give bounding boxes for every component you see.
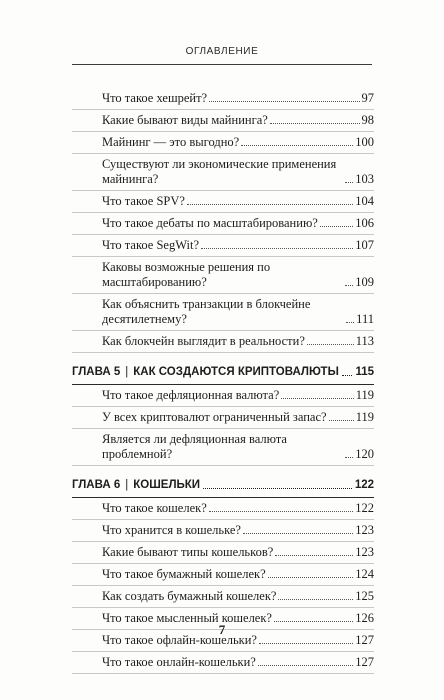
toc-entry[interactable] — [72, 88, 374, 110]
toc-entry-title: У всех криптовалют ограниченный запас? — [102, 410, 327, 424]
toc-entry-title: Что такое офлайн-кошельки? — [102, 633, 257, 647]
toc-entry-page: 122 — [355, 501, 374, 515]
toc-entry[interactable] — [72, 213, 374, 235]
toc-entry-title: Что такое SegWit? — [102, 238, 200, 252]
leader-dots — [346, 322, 354, 323]
toc-entry-title: Как объяснить транзакции в блокчейне десятилетнему? — [102, 297, 311, 326]
leader-dots — [259, 643, 353, 644]
toc-entry-title: Что такое SPV? — [102, 194, 185, 208]
toc-entry-title: Что такое кошелек? — [102, 501, 207, 515]
toc-entry-page: 106 — [355, 216, 374, 230]
leader-dots — [342, 375, 353, 376]
chapter-separator: | — [125, 479, 129, 491]
toc-entry-page: 98 — [361, 113, 374, 127]
toc-entry[interactable] — [72, 498, 374, 520]
toc-entry-page: 120 — [355, 447, 374, 461]
header-rule — [72, 64, 372, 65]
toc-entry[interactable] — [72, 542, 374, 564]
toc-entry-page: 127 — [355, 633, 374, 647]
leader-dots — [270, 123, 360, 124]
toc-entry-page: 111 — [356, 312, 374, 326]
table-of-contents — [72, 88, 374, 674]
toc-entry[interactable] — [72, 191, 374, 213]
toc-entry-title: Какие бывают виды майнинга? — [102, 113, 268, 127]
chapter-heading-5[interactable] — [72, 353, 374, 385]
leader-dots — [187, 204, 353, 205]
toc-entry-page: 119 — [355, 388, 374, 402]
toc-entry[interactable] — [72, 564, 374, 586]
leader-dots — [278, 599, 353, 600]
leader-dots — [320, 226, 353, 227]
toc-entry-page: 104 — [355, 194, 374, 208]
toc-entry-title: Что хранится в кошельке? — [102, 523, 241, 537]
toc-entry[interactable] — [72, 331, 374, 353]
toc-entry-title: Как блокчейн выглядит в реальности? — [102, 334, 305, 348]
toc-entry-title: Что такое онлайн-кошельки? — [102, 655, 256, 669]
toc-entry-title: Как создать бумажный кошелек? — [102, 589, 277, 603]
toc-entry-title: Что такое бумажный кошелек? — [102, 567, 266, 581]
toc-entry-title: Что такое дефляционная валюта? — [102, 388, 280, 402]
chapter-label: ГЛАВА 5 — [72, 366, 121, 378]
toc-entry-title: Майнинг — это выгодно? — [102, 135, 240, 149]
toc-entry-page: 113 — [355, 334, 374, 348]
toc-entry-title: Какие бывают типы кошельков? — [102, 545, 274, 559]
toc-entry-page: 126 — [355, 611, 374, 625]
toc-entry-title: Что такое дебаты по масштабированию? — [102, 216, 318, 230]
toc-entry-page: 124 — [355, 567, 374, 581]
toc-entry[interactable] — [72, 294, 374, 331]
leader-dots — [329, 420, 354, 421]
toc-entry-page: 119 — [355, 410, 374, 424]
running-title: ОГЛАВЛЕНИЕ — [185, 46, 259, 57]
toc-entry[interactable] — [72, 132, 374, 154]
chapter-separator: | — [125, 366, 129, 378]
toc-entry[interactable] — [72, 110, 374, 132]
page-number: 7 — [218, 622, 226, 637]
leader-dots — [345, 457, 353, 458]
leader-dots — [201, 248, 353, 249]
chapter-title: КАК СОЗДАЮТСЯ КРИПТОВАЛЮТЫ — [133, 366, 339, 378]
toc-entry-page: 107 — [355, 238, 374, 252]
toc-entry-page: 123 — [355, 523, 374, 537]
toc-entry-page: 109 — [355, 275, 374, 289]
chapter-page: 115 — [355, 366, 374, 378]
toc-entry-title: Является ли дефляционная валюта проблемной? — [102, 432, 287, 461]
toc-entry[interactable] — [72, 586, 374, 608]
leader-dots — [241, 145, 353, 146]
toc-entry[interactable] — [72, 652, 374, 674]
toc-entry-page: 103 — [355, 172, 374, 186]
toc-entry[interactable] — [72, 257, 374, 294]
toc-entry-page: 123 — [355, 545, 374, 559]
leader-dots — [345, 285, 353, 286]
toc-entry-title: Что такое мысленный кошелек? — [102, 611, 272, 625]
leader-dots — [307, 344, 354, 345]
toc-entry-title: Существуют ли экономические применения майнинга? — [102, 157, 337, 186]
toc-entry-page: 127 — [355, 655, 374, 669]
toc-entry[interactable] — [72, 429, 374, 466]
toc-entry-title: Каковы возможные решения по масштабированию? — [102, 260, 271, 289]
toc-entry-page: 97 — [361, 91, 374, 105]
toc-entry[interactable] — [72, 235, 374, 257]
leader-dots — [281, 398, 353, 399]
toc-entry[interactable] — [72, 154, 374, 191]
toc-entry-title: Что такое хешрейт? — [102, 91, 208, 105]
leader-dots — [345, 182, 353, 183]
leader-dots — [203, 488, 352, 489]
chapter-title: КОШЕЛЬКИ — [133, 479, 201, 491]
leader-dots — [258, 665, 353, 666]
toc-entry[interactable] — [72, 385, 374, 407]
toc-entry-page: 125 — [355, 589, 374, 603]
toc-entry-page: 100 — [355, 135, 374, 149]
leader-dots — [243, 533, 353, 534]
leader-dots — [209, 511, 354, 512]
chapter-heading-6[interactable] — [72, 466, 374, 498]
toc-entry[interactable] — [72, 407, 374, 429]
toc-entry[interactable] — [72, 520, 374, 542]
chapter-label: ГЛАВА 6 — [72, 479, 121, 491]
leader-dots — [209, 101, 359, 102]
chapter-page: 122 — [354, 479, 374, 491]
leader-dots — [268, 577, 354, 578]
leader-dots — [275, 555, 353, 556]
